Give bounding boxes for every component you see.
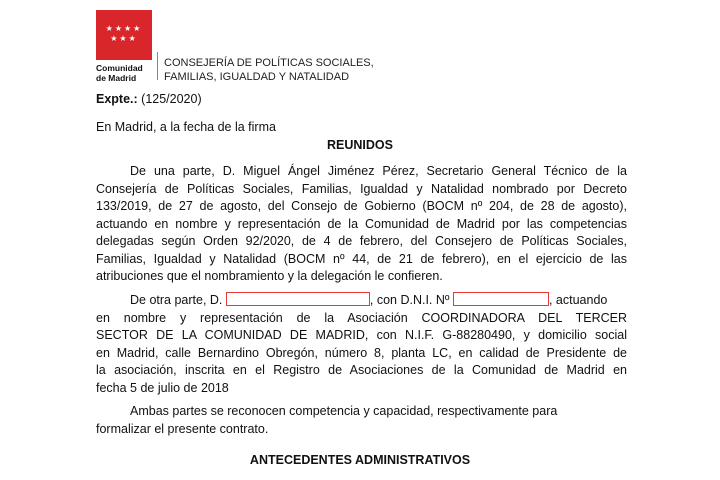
department-name: CONSEJERÍA DE POLÍTICAS SOCIALES, FAMILIAS, IGUALDAD Y NATALIDAD xyxy=(164,57,374,83)
paragraph-line: actuando en nombre y representación de la Comunidad de Madrid por las competencias xyxy=(96,216,627,231)
redacted-name xyxy=(226,292,370,306)
paragraph-competence xyxy=(96,403,627,438)
comunidad-de-madrid-logo xyxy=(96,10,152,83)
madrid-flag-icon: ★★★★ ★★★ xyxy=(96,10,152,60)
paragraph-line: formalizar el presente contrato. xyxy=(96,421,269,436)
paragraph-line-with-redactions: De otra parte, D. , con D.N.I. Nº , actuando xyxy=(130,293,608,307)
redacted-dni xyxy=(453,292,549,306)
paragraph-line: Ambas partes se reconocen competencia y capacidad, respectivamente para xyxy=(130,404,558,418)
paragraph-second-party xyxy=(96,292,627,397)
paragraph-line: SECTOR DE LA COMUNIDAD DE MADRID, con N.I.F. G-88280490, y domicilio social xyxy=(96,328,627,342)
paragraph-line: 133/2019, de 27 de agosto, del Consejo de Gobierno (BOCM nº 204, de 28 de agosto), xyxy=(96,199,627,213)
paragraph-line: en Madrid, calle Bernardino Obregón, número 8, planta LC, en calidad de Presidente de xyxy=(96,345,627,360)
paragraph-line: delegadas según Orden 92/2020, de 4 de febrero, del Consejero de Políticas Sociales, xyxy=(96,234,627,248)
paragraph-first-party xyxy=(96,163,627,286)
paragraph-line: atribuciones que el nombramiento y la delegación le confieren. xyxy=(96,269,443,283)
paragraph-line: en nombre y representación de la Asociación COORDINADORA DEL TERCER xyxy=(96,310,627,325)
paragraph-line: Familias, Igualdad y Natalidad (BOCM nº 44, de 21 de febrero), en el ejercicio de las xyxy=(96,251,627,266)
place-date: En Madrid, a la fecha de la firma xyxy=(96,120,276,134)
header-divider xyxy=(157,52,158,80)
section-title-antecedentes: ANTECEDENTES ADMINISTRATIVOS xyxy=(249,453,471,467)
expediente-reference: Expte.: (125/2020) xyxy=(96,92,202,106)
paragraph-line: la asociación, inscrita en el Registro de Asociaciones de la Comunidad de Madrid en xyxy=(96,363,627,377)
logo-text: Comunidad de Madrid xyxy=(96,63,143,83)
paragraph-line: De una parte, D. Miguel Ángel Jiménez Pérez, Secretario General Técnico de la xyxy=(130,164,627,178)
section-title-reunidos: REUNIDOS xyxy=(327,138,393,152)
paragraph-line: Consejería de Políticas Sociales, Familias, Igualdad y Natalidad nombrado por Decreto xyxy=(96,181,627,196)
paragraph-line: fecha 5 de julio de 2018 xyxy=(96,380,229,395)
